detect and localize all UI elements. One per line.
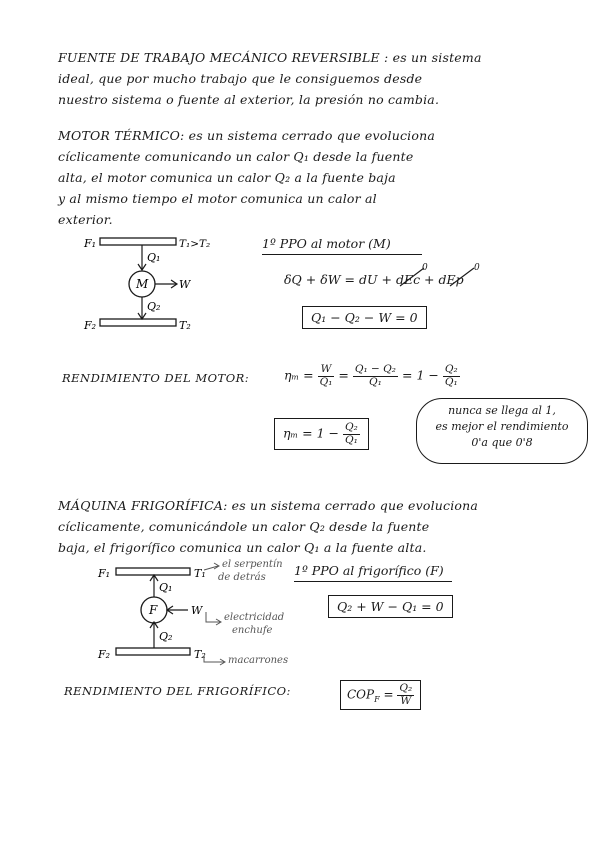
label-q1: Q₁ (147, 251, 161, 264)
title-underline (262, 254, 422, 255)
cop-label: RENDIMIENTO DEL FRIGORÍFICO: (64, 684, 291, 698)
hot-source-bar (100, 238, 176, 245)
section2-line-1: MOTOR TÉRMICO: es un sistema cerrado que evoluciona (58, 128, 435, 143)
title-underline-2 (294, 581, 452, 582)
note-electricidad: electricidad (224, 612, 285, 623)
section2-line-5: exterior. (58, 212, 113, 227)
cop-box: $COP_F$ = $\frac{\text{Q₂}}{W}$ (340, 680, 421, 710)
section3-line-3: baja, el frigorífico comunica un calor Q₁ a la fuente alta. (58, 540, 427, 555)
cold-source-bar (116, 648, 190, 655)
motor-diagram (80, 232, 230, 337)
label-f1: F₁ (98, 567, 111, 580)
q1-minus-q2-fraction: $\frac{\text{Q₁ − Q₂}}{\text{Q₁}}$ (354, 363, 396, 388)
ep-zero: 0 (474, 263, 480, 273)
section2-line-4: y al mismo tiempo el motor comunica un calor al (58, 191, 377, 206)
label-center-f: F (149, 603, 158, 617)
note-enchufe: enchufe (232, 625, 273, 636)
section2-line-3: alta, el motor comunica un calor Q₂ a la fuente baja (58, 170, 396, 185)
ec-zero: 0 (422, 263, 428, 273)
cop-fraction: $\frac{\text{Q₂}}{W}$ (399, 682, 413, 707)
strike-marks (398, 266, 498, 290)
label-q2: Q₂ (147, 300, 161, 313)
section3-line-1: MÁQUINA FRIGORÍFICA: es un sistema cerrado que evoluciona (58, 498, 479, 513)
label-f2: F₂ (84, 319, 97, 332)
label-center-m: M (136, 277, 149, 291)
section2-line-2: cíclicamente comunicando un calor Q₁ desde la fuente (58, 149, 414, 164)
section1-line-3: nuestro sistema o fuente al exterior, la presión no cambia. (58, 92, 440, 107)
first-law-equation: δQ + δW = dU + dEc + dEp (284, 272, 464, 287)
efficiency-note-bubble: nunca se llega al 1, es mejor el rendimiento 0'a que 0'8 (416, 398, 588, 464)
label-f2: F₂ (98, 648, 111, 661)
hot-source-bar (116, 568, 190, 575)
note-macarrones: macarrones (228, 655, 289, 666)
label-t2: T₂ (194, 648, 206, 661)
fridge-result-box: Q₂ + W − Q₁ = 0 (328, 595, 453, 618)
efficiency-result-box: ηₘ = 1 − $\frac{\text{Q₂}}{\text{Q₁}}$ (274, 418, 369, 450)
section1-line-2: ideal, que por mucho trabajo que le consiguemos desde (58, 71, 423, 86)
first-law-motor-title: 1º PPO al motor (M) (262, 236, 391, 251)
section1-line-1: FUENTE DE TRABAJO MECÁNICO REVERSIBLE : es un sistema (58, 50, 482, 65)
label-q2: Q₂ (159, 630, 173, 643)
first-law-fridge-title: 1º PPO al frigorífico (F) (294, 563, 444, 578)
label-f1: F₁ (84, 237, 97, 250)
note-de-detras: de detrás (218, 572, 266, 583)
note-serpentin: el serpentín (222, 559, 283, 570)
label-t1: T₁>T₂ (179, 238, 211, 250)
boxed-q2-over-q1: $\frac{\text{Q₂}}{\text{Q₁}}$ (344, 421, 358, 446)
label-w: W (179, 278, 191, 291)
label-w: W (191, 604, 203, 617)
cold-source-bar (100, 319, 176, 326)
label-q1: Q₁ (159, 581, 173, 594)
section3-line-2: cíclicamente, comunicándole un calor Q₂ desde la fuente (58, 519, 430, 534)
label-t1: T₁ (194, 567, 206, 580)
w-over-q1-fraction: $\frac{W}{\text{Q₁}}$ (319, 363, 333, 388)
efficiency-formula: ηₘ = $\frac{W}{\text{Q₁}}$ = $\frac{\text{Q₁ − Q₂}}{\text{Q₁}}$ = 1 − $\frac{\text{Q₂}}{\text{Q₁}}$ (284, 363, 458, 388)
q2-over-q1-fraction: $\frac{\text{Q₂}}{\text{Q₁}}$ (444, 363, 458, 388)
efficiency-label: RENDIMIENTO DEL MOTOR: (62, 371, 250, 385)
label-t2: T₂ (179, 319, 191, 332)
motor-result-box: Q₁ − Q₂ − W = 0 (302, 306, 427, 329)
